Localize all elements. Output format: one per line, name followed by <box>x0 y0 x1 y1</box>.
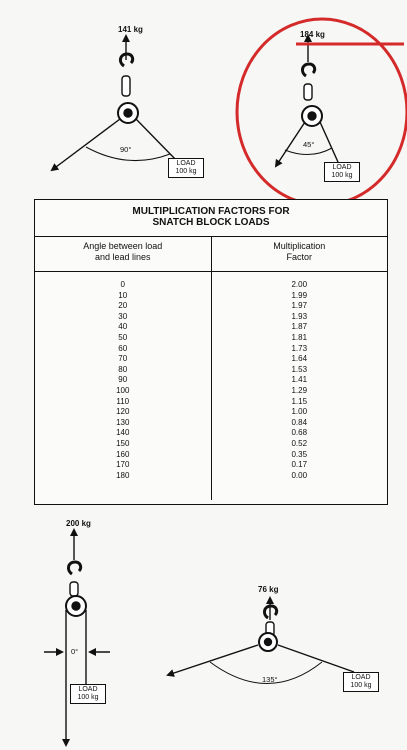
header-factor-line1: Multiplication <box>273 241 326 251</box>
angle-cell: 20 <box>118 301 128 311</box>
table-body <box>35 272 387 500</box>
factor-cell: 1.00 <box>291 407 308 417</box>
load-weight: 100 kg <box>77 694 99 701</box>
factor-cell: 1.73 <box>291 343 308 353</box>
angle-cell: 40 <box>118 322 128 332</box>
angle-cell: 80 <box>118 364 128 374</box>
load-label: LOAD <box>351 674 371 681</box>
factor-cell: 0.35 <box>291 449 308 459</box>
angle-cell: 10 <box>118 290 128 300</box>
load-box-45 <box>324 162 360 182</box>
angle-cell: 0 <box>120 280 125 289</box>
table-title <box>35 200 387 237</box>
force-label-45: 184 kg <box>300 30 325 39</box>
diagram-135-degrees <box>168 598 354 684</box>
angle-label-45: 45° <box>303 140 315 149</box>
force-label-90: 141 kg <box>118 25 143 34</box>
factor-cell: 0.84 <box>291 417 308 427</box>
force-label-135: 76 kg <box>258 585 279 594</box>
angle-label-90: 90° <box>120 145 132 154</box>
angle-cell: 90 <box>118 375 128 385</box>
load-box-90 <box>168 158 204 178</box>
header-factor <box>212 237 388 271</box>
factor-cell: 0.52 <box>291 438 308 448</box>
factor-cell: 1.97 <box>291 301 308 311</box>
factor-cell: 0.00 <box>291 470 308 480</box>
angle-label-0: 0° <box>71 647 79 656</box>
load-weight: 100 kg <box>331 172 353 179</box>
factor-cell: 1.41 <box>291 375 308 385</box>
load-weight: 100 kg <box>350 682 372 689</box>
load-label: LOAD <box>332 164 352 171</box>
factor-cell: 1.81 <box>291 332 308 342</box>
factor-cell: 1.53 <box>291 364 308 374</box>
factor-cell: 2.00 <box>291 280 308 289</box>
load-weight: 100 kg <box>175 168 197 175</box>
angle-cell: 130 <box>116 417 130 427</box>
angle-cell: 110 <box>116 396 130 406</box>
factor-cell: 1.99 <box>291 290 308 300</box>
header-factor-line2: Factor <box>286 252 312 262</box>
angle-cell: 50 <box>118 332 128 342</box>
factor-cell: 0.68 <box>291 428 308 438</box>
factor-cell: 1.29 <box>291 385 308 395</box>
factor-cell: 1.15 <box>291 396 308 406</box>
angle-cell: 30 <box>118 311 128 321</box>
angle-cell: 100 <box>116 385 130 395</box>
factor-column <box>212 272 388 500</box>
load-box-0 <box>70 684 106 704</box>
load-label: LOAD <box>176 160 196 167</box>
angle-column <box>35 272 212 500</box>
header-angle-line1: Angle between load <box>83 241 163 251</box>
table-title-line1: MULTIPLICATION FACTORS FOR <box>132 206 290 217</box>
factor-cell: 1.87 <box>291 322 308 332</box>
angle-cell: 180 <box>116 470 130 480</box>
diagram-0-degrees <box>44 530 110 745</box>
table-header <box>35 237 387 272</box>
table-title-line2: SNATCH BLOCK LOADS <box>152 217 270 228</box>
angle-cell: 120 <box>116 407 130 417</box>
header-angle-line2: and lead lines <box>94 252 151 262</box>
factor-cell: 1.93 <box>291 311 308 321</box>
factor-cell: 0.17 <box>291 460 308 470</box>
load-label: LOAD <box>78 686 98 693</box>
angle-cell: 170 <box>116 460 130 470</box>
header-angle <box>35 237 212 271</box>
factor-cell: 1.64 <box>291 354 308 364</box>
angle-label-135: 135° <box>262 675 278 684</box>
load-box-135 <box>343 672 379 692</box>
angle-cell: 60 <box>118 343 128 353</box>
force-label-0: 200 kg <box>66 519 91 528</box>
angle-cell: 150 <box>116 438 130 448</box>
diagram-90-degrees <box>52 36 178 170</box>
angle-cell: 70 <box>118 354 128 364</box>
multiplication-factors-table <box>34 199 388 505</box>
angle-cell: 140 <box>116 428 130 438</box>
angle-cell: 160 <box>116 449 130 459</box>
